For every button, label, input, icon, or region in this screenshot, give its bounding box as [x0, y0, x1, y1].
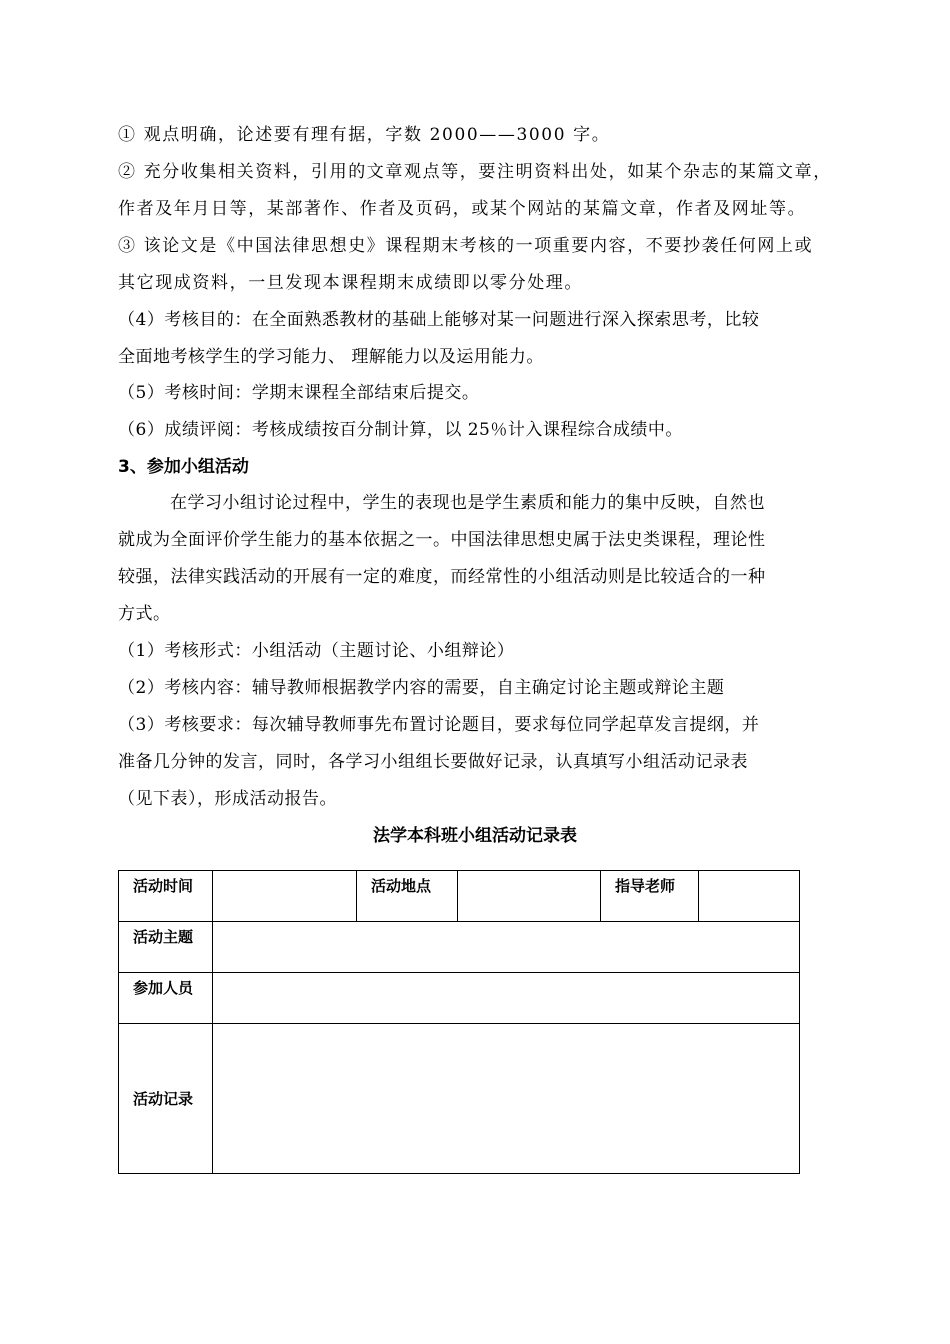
grade-review: （6）成绩评阅：考核成绩按百分制计算，以 25％计入课程综合成绩中。 — [118, 420, 683, 440]
assessment-requirement-cont: （见下表），形成活动报告。 — [118, 789, 337, 809]
table-row — [119, 922, 800, 973]
activity-place-label: 活动地点 — [357, 871, 458, 922]
requirement-item-3: ③ 该论文是《中国法律思想史》课程期末考核的一项重要内容，不要抄袭任何网上或 — [118, 236, 814, 256]
activity-time-label: 活动时间 — [119, 871, 213, 922]
requirement-item-2: ② 充分收集相关资料，引用的文章观点等，要注明资料出处，如某个杂志的某篇文章， — [118, 162, 832, 182]
assessment-form: （1）考核形式：小组活动（主题讨论、小组辩论） — [118, 641, 515, 661]
instructor-cell — [699, 871, 800, 922]
paragraph-line: 在学习小组讨论过程中，学生的表现也是学生素质和能力的集中反映，自然也 — [170, 493, 765, 513]
assessment-content: （2）考核内容：辅导教师根据教学内容的需要，自主确定讨论主题或辩论主题 — [118, 678, 725, 698]
table-row — [119, 973, 800, 1024]
participants-label: 参加人员 — [119, 973, 213, 1024]
activity-record-cell — [213, 1024, 800, 1174]
table-title: 法学本科班小组活动记录表 — [373, 826, 577, 846]
paragraph-line: 方式。 — [118, 604, 171, 624]
assessment-purpose-cont: 全面地考核学生的学习能力、 理解能力以及运用能力。 — [118, 347, 544, 367]
table-row — [119, 1024, 800, 1174]
activity-record-table — [118, 870, 800, 1174]
table-row — [119, 871, 800, 922]
activity-time-cell — [213, 871, 357, 922]
assessment-purpose: （4）考核目的：在全面熟悉教材的基础上能够对某一问题进行深入探索思考，比较 — [118, 310, 760, 330]
activity-topic-label: 活动主题 — [119, 922, 213, 973]
section-heading: 3、参加小组活动 — [118, 457, 249, 477]
activity-record-label: 活动记录 — [119, 1024, 213, 1174]
participants-cell — [213, 973, 800, 1024]
activity-topic-cell — [213, 922, 800, 973]
requirement-item-2-cont: 作者及年月日等，某部著作、作者及页码，或某个网站的某篇文章，作者及网址等。 — [118, 199, 807, 219]
paragraph-line: 就成为全面评价学生能力的基本依据之一。中国法律思想史属于法史类课程，理论性 — [118, 530, 766, 550]
instructor-label: 指导老师 — [601, 871, 699, 922]
paragraph-line: 较强，法律实践活动的开展有一定的难度，而经常性的小组活动则是比较适合的一种 — [118, 567, 766, 587]
requirement-item-1: ① 观点明确，论述要有理有据，字数 2000——3000 字。 — [118, 125, 611, 145]
activity-place-cell — [458, 871, 601, 922]
assessment-requirement-cont: 准备几分钟的发言，同时，各学习小组组长要做好记录，认真填写小组活动记录表 — [118, 752, 748, 772]
assessment-requirement: （3）考核要求：每次辅导教师事先布置讨论题目，要求每位同学起草发言提纲，并 — [118, 715, 760, 735]
assessment-time: （5）考核时间：学期末课程全部结束后提交。 — [118, 383, 480, 403]
requirement-item-3-cont: 其它现成资料，一旦发现本课程期末成绩即以零分处理。 — [118, 273, 583, 293]
